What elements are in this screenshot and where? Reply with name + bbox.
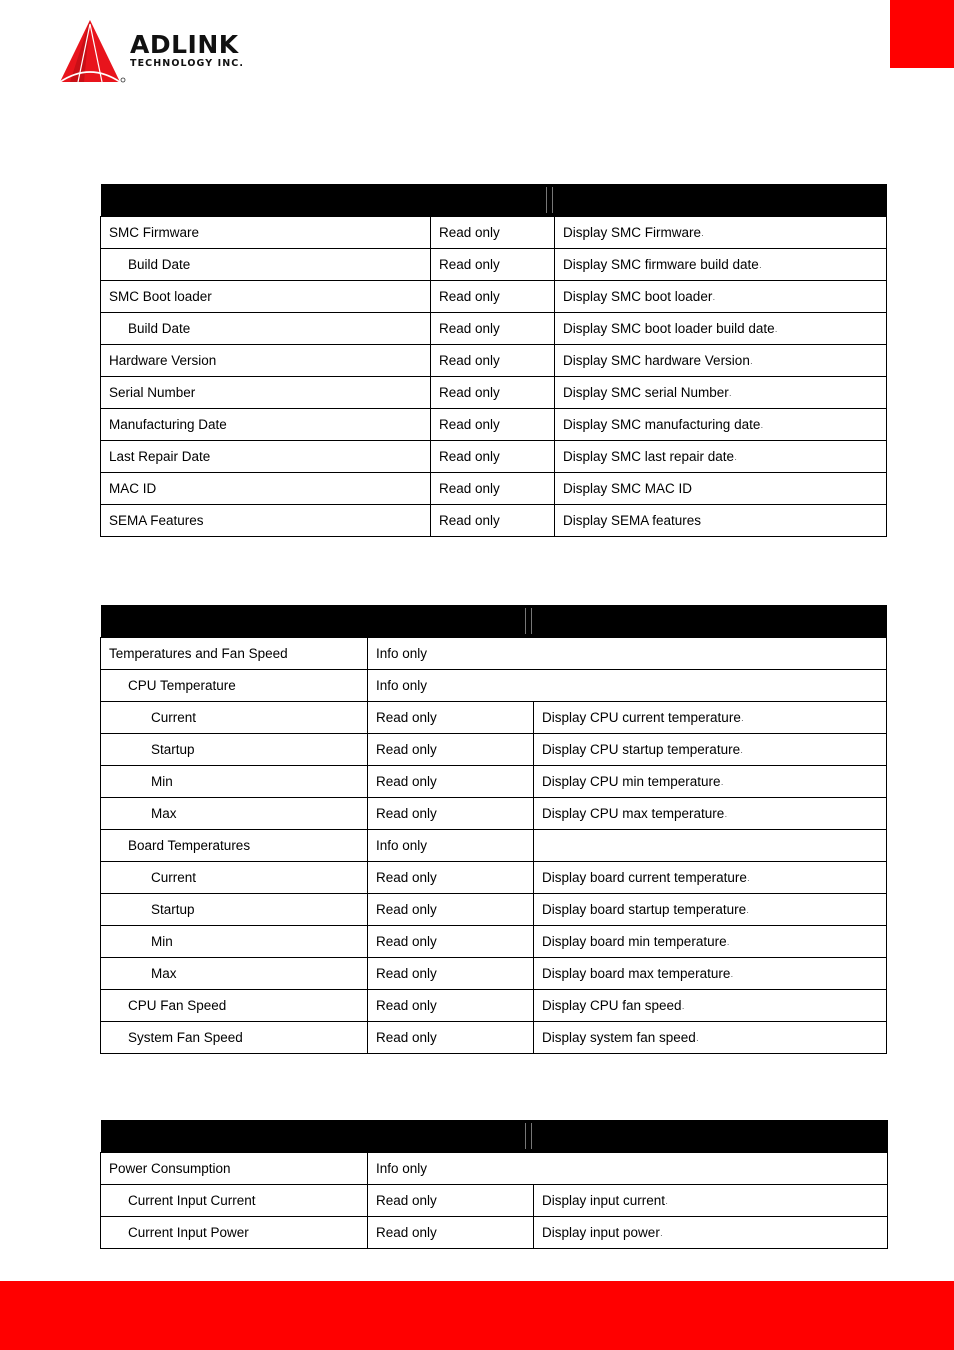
desc-cell: Display SMC hardware Version · [555,344,887,376]
access-cell: Read only [368,765,534,797]
table-row [101,504,887,536]
corner-tab [890,0,954,68]
item-cell: Min [101,925,368,957]
item-cell: MAC ID [101,472,431,504]
desc-cell: Display SMC boot loader · [555,280,887,312]
desc-cell: Display CPU startup temperature · [534,733,887,765]
smc-info-table [100,184,887,537]
footer-band [0,1281,954,1350]
item-cell: Max [101,957,368,989]
access-cell: Read only [368,957,534,989]
item-cell: Min [101,765,368,797]
access-cell: Read only [431,376,555,408]
table-row [101,829,887,861]
desc-cell: Display SMC manufacturing date · [555,408,887,440]
desc-cell: Display board startup temperature · [534,893,887,925]
access-cell: Info only [368,637,887,669]
item-cell: Board Temperatures [101,829,368,861]
desc-cell: Display SMC last repair date · [555,440,887,472]
access-cell: Read only [368,1021,534,1053]
access-cell: Info only [368,669,887,701]
desc-cell [534,829,887,861]
adlink-triangle-icon [58,18,128,86]
item-cell: System Fan Speed [101,1021,368,1053]
access-cell: Read only [431,216,555,248]
access-cell: Read only [431,344,555,376]
access-cell: Info only [368,1152,888,1184]
desc-cell: Display SMC boot loader build date · [555,312,887,344]
access-cell: Read only [431,312,555,344]
access-cell: Read only [368,1216,534,1248]
table-row [101,733,887,765]
table-row [101,248,887,280]
access-cell: Read only [368,893,534,925]
logo-subtitle: TECHNOLOGY INC. [130,58,245,69]
desc-cell: Display board current temperature · [534,861,887,893]
table-row [101,1152,888,1184]
desc-cell: Display CPU max temperature · [534,797,887,829]
access-cell: Read only [368,733,534,765]
table-row [101,1216,888,1248]
adlink-logo [58,18,268,86]
table-row [101,216,887,248]
item-cell: Build Date [101,248,431,280]
item-cell: Manufacturing Date [101,408,431,440]
table-row [101,440,887,472]
item-cell: Hardware Version [101,344,431,376]
logo-wordmark: ADLINK [130,30,239,59]
table-row [101,344,887,376]
table-row [101,1021,887,1053]
access-cell: Info only [368,829,534,861]
access-cell: Read only [368,925,534,957]
desc-cell: Display input current · [534,1184,888,1216]
access-cell: Read only [431,472,555,504]
desc-cell: Display CPU fan speed · [534,989,887,1021]
item-cell: Power Consumption [101,1152,368,1184]
access-cell: Read only [368,797,534,829]
access-cell: Read only [431,248,555,280]
table-row [101,861,887,893]
table-row [101,312,887,344]
access-cell: Read only [431,440,555,472]
item-cell: Current [101,861,368,893]
table-row [101,1184,888,1216]
table-row [101,280,887,312]
item-cell: Current Input Current [101,1184,368,1216]
desc-cell: Display board max temperature · [534,957,887,989]
table-row [101,669,887,701]
desc-cell: Display SMC Firmware · [555,216,887,248]
table-row [101,765,887,797]
item-cell: CPU Temperature [101,669,368,701]
desc-cell: Display input power · [534,1216,888,1248]
item-cell: Max [101,797,368,829]
table-row [101,925,887,957]
item-cell: Temperatures and Fan Speed [101,637,368,669]
power-consumption-table [100,1120,888,1249]
desc-cell: Display SMC firmware build date · [555,248,887,280]
table-row [101,472,887,504]
item-cell: Current [101,701,368,733]
access-cell: Read only [368,701,534,733]
item-cell: Startup [101,893,368,925]
desc-cell: Display system fan speed · [534,1021,887,1053]
table-row [101,376,887,408]
desc-cell: Display SMC serial Number · [555,376,887,408]
access-cell: Read only [431,504,555,536]
item-cell: SEMA Features [101,504,431,536]
table-row [101,637,887,669]
item-cell: SMC Boot loader [101,280,431,312]
table-row [101,797,887,829]
item-cell: Current Input Power [101,1216,368,1248]
table-row [101,408,887,440]
desc-cell: Display SEMA features [555,504,887,536]
table-header [101,605,887,637]
item-cell: CPU Fan Speed [101,989,368,1021]
table-row [101,989,887,1021]
access-cell: Read only [368,1184,534,1216]
table-row [101,701,887,733]
desc-cell: Display CPU current temperature · [534,701,887,733]
item-cell: Serial Number [101,376,431,408]
access-cell: Read only [368,989,534,1021]
item-cell: SMC Firmware [101,216,431,248]
access-cell: Read only [431,408,555,440]
access-cell: Read only [431,280,555,312]
desc-cell: Display CPU min temperature · [534,765,887,797]
item-cell: Startup [101,733,368,765]
table-header [101,184,887,216]
table-row [101,893,887,925]
desc-cell: Display board min temperature · [534,925,887,957]
desc-cell: Display SMC MAC ID [555,472,887,504]
table-header [101,1120,888,1152]
access-cell: Read only [368,861,534,893]
table-row [101,957,887,989]
item-cell: Last Repair Date [101,440,431,472]
item-cell: Build Date [101,312,431,344]
temperatures-table [100,605,887,1054]
